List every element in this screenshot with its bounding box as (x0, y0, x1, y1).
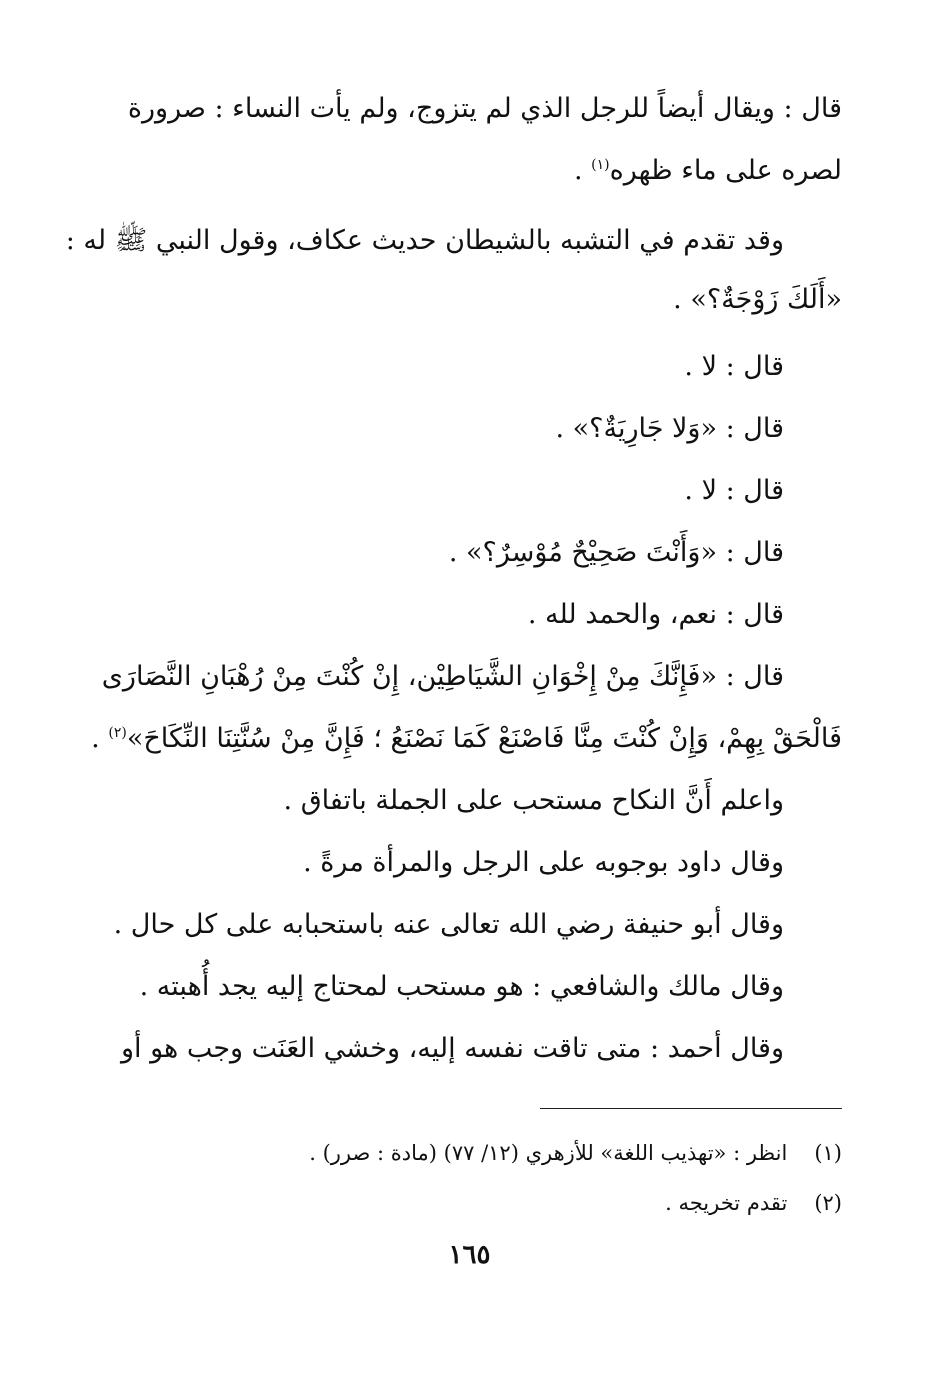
footnote-number: (١) (814, 1141, 842, 1165)
text-line: وقال أبو حنيفة رضي الله تعالى عنه باستحبابه على كل حال . (113, 909, 784, 940)
text-line: قال : ويقال أيضاً للرجل الذي لم يتزوج، ولم يأت النساء : صرورة (127, 93, 842, 124)
text-line-content: فَالْحَقْ بِهِمْ، وَإِنْ كُنْتَ مِنَّا فَاصْنَعْ كَمَا نَصْنَعُ ؛ فَإِنَّ مِنْ سُنَّتِنَا النِّكَاحَ» (126, 723, 842, 754)
text-line: قال : «وَأَنْتَ صَحِيْحٌ مُوْسِرٌ؟» . (448, 537, 784, 568)
text-line (91, 708, 842, 770)
text-line: قال : «وَلا جَارِيَةٌ؟» . (555, 413, 784, 444)
footnote-text: تقدم تخريجه . (665, 1191, 788, 1215)
page-number: ١٦٥ (448, 1240, 491, 1270)
text-line: واعلم أَنَّ النكاح مستحب على الجملة باتفاق . (283, 785, 784, 816)
main-text (65, 78, 842, 1080)
footnote-1 (130, 1128, 842, 1178)
footnote-text: انظر : «تهذيب اللغة» للأزهري (١٢/ ٧٧) (مادة : صرر) . (309, 1141, 788, 1165)
text-line (130, 140, 842, 202)
text-line: وقال أحمد : متى تاقت نفسه إليه، وخشي العَنَت وجب هو أو (120, 1033, 784, 1064)
footnote-ref-2: (٢) (108, 725, 127, 741)
text-line: وقد تقدم في التشبه بالشيطان حديث عكاف، وقول النبي ﷺ له : (65, 225, 784, 256)
text-line: وقال داود بوجوبه على الرجل والمرأة مرةً . (303, 847, 784, 878)
text-line-content: لصره على ماء ظهره (609, 155, 842, 186)
footnotes (130, 1128, 842, 1228)
text-line: قال : لا . (684, 475, 784, 506)
text-line: «أَلَكَ زَوْجَةٌ؟» . (673, 284, 842, 315)
text-line-end: . (91, 723, 109, 754)
text-line: قال : «فَإِنَّكَ مِنْ إِخْوَانِ الشَّيَاطِيْن، إِنْ كُنْتَ مِنْ رُهْبَانِ النَّصَارَى (101, 661, 784, 692)
text-line: قال : نعم، والحمد لله . (527, 599, 784, 630)
footnote-divider (540, 1108, 842, 1109)
footnote-ref-1: (١) (591, 157, 610, 173)
footnote-2 (130, 1178, 842, 1228)
text-line: وقال مالك والشافعي : هو مستحب لمحتاج إليه يجد أُهبته . (139, 971, 784, 1002)
text-line-end: . (574, 155, 592, 186)
footnote-number: (٢) (814, 1191, 842, 1215)
text-line: قال : لا . (684, 351, 784, 382)
